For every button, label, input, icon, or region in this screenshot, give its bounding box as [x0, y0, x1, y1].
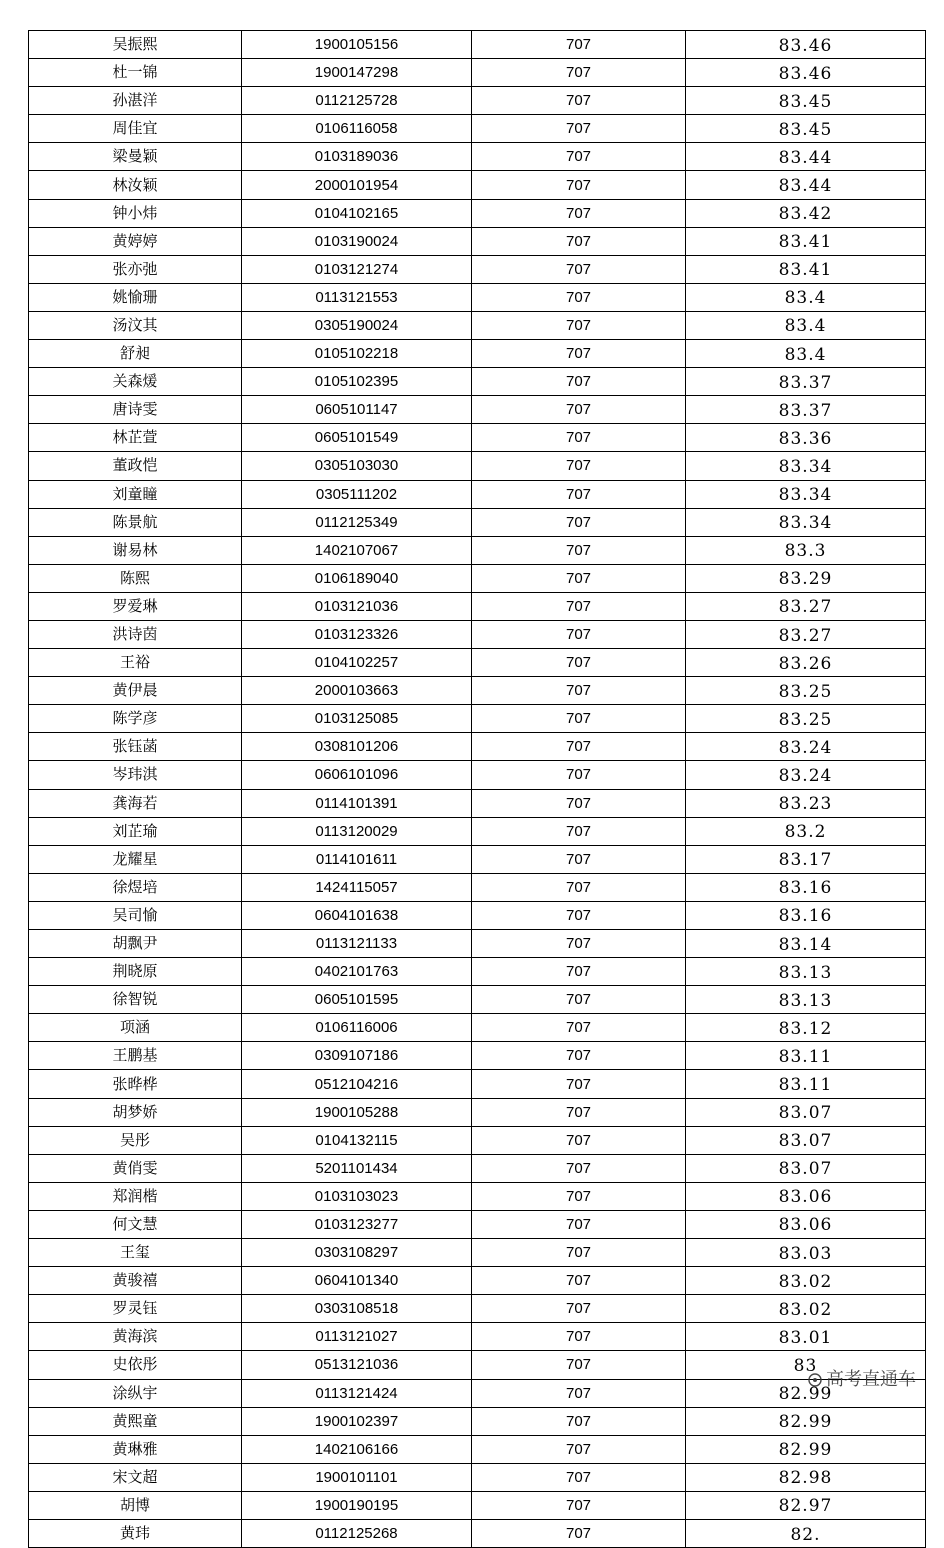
cell-score: 83.41	[686, 227, 926, 255]
cell-id: 0104102257	[242, 649, 472, 677]
table-row	[29, 845, 926, 873]
table-row	[29, 1295, 926, 1323]
cell-score: 83.29	[686, 564, 926, 592]
cell-code: 707	[472, 340, 686, 368]
cell-name: 黄骏禧	[29, 1267, 242, 1295]
cell-code: 707	[472, 1014, 686, 1042]
cell-name: 王玺	[29, 1239, 242, 1267]
cell-name: 罗爱琳	[29, 592, 242, 620]
cell-name: 荆晓原	[29, 958, 242, 986]
cell-id: 0309107186	[242, 1042, 472, 1070]
cell-score: 83.01	[686, 1323, 926, 1351]
table-row	[29, 368, 926, 396]
cell-name: 黄俏雯	[29, 1154, 242, 1182]
cell-name: 龙耀星	[29, 845, 242, 873]
table-row	[29, 424, 926, 452]
cell-score: 83.11	[686, 1042, 926, 1070]
cell-name: 张亦弛	[29, 255, 242, 283]
cell-score: 83.36	[686, 424, 926, 452]
cell-code: 707	[472, 480, 686, 508]
cell-score: 83.07	[686, 1154, 926, 1182]
cell-id: 0513121036	[242, 1351, 472, 1379]
cell-name: 黄玮	[29, 1519, 242, 1547]
cell-score: 83.25	[686, 677, 926, 705]
cell-id: 0305111202	[242, 480, 472, 508]
cell-name: 姚愉珊	[29, 283, 242, 311]
cell-code: 707	[472, 1323, 686, 1351]
cell-code: 707	[472, 649, 686, 677]
cell-name: 董政恺	[29, 452, 242, 480]
cell-id: 0606101096	[242, 761, 472, 789]
cell-code: 707	[472, 1070, 686, 1098]
cell-id: 0512104216	[242, 1070, 472, 1098]
cell-name: 洪诗茵	[29, 620, 242, 648]
cell-name: 梁曼颖	[29, 143, 242, 171]
cell-name: 林芷萱	[29, 424, 242, 452]
cell-id: 0113121424	[242, 1379, 472, 1407]
cell-code: 707	[472, 424, 686, 452]
cell-score: 83	[686, 1351, 926, 1379]
watermark-text: 高考直通车	[826, 1369, 916, 1390]
cell-score: 83.42	[686, 199, 926, 227]
cell-code: 707	[472, 930, 686, 958]
cell-code: 707	[472, 733, 686, 761]
cell-code: 707	[472, 171, 686, 199]
cell-id: 2000101954	[242, 171, 472, 199]
cell-code: 707	[472, 564, 686, 592]
table-row	[29, 59, 926, 87]
cell-id: 1424115057	[242, 873, 472, 901]
cell-score: 83.24	[686, 761, 926, 789]
cell-score: 83.27	[686, 592, 926, 620]
table-row	[29, 930, 926, 958]
cell-id: 0106116058	[242, 115, 472, 143]
cell-score: 83.41	[686, 255, 926, 283]
cell-code: 707	[472, 255, 686, 283]
cell-id: 0103103023	[242, 1182, 472, 1210]
cell-score: 82.	[686, 1519, 926, 1547]
cell-id: 0105102395	[242, 368, 472, 396]
table-row	[29, 901, 926, 929]
table-row	[29, 536, 926, 564]
cell-name: 项涵	[29, 1014, 242, 1042]
cell-name: 郑润楷	[29, 1182, 242, 1210]
cell-name: 陈熙	[29, 564, 242, 592]
table-row	[29, 620, 926, 648]
table-row	[29, 508, 926, 536]
cell-score: 82.98	[686, 1463, 926, 1491]
cell-name: 黄婷婷	[29, 227, 242, 255]
cell-score: 83.4	[686, 283, 926, 311]
cell-id: 0112125349	[242, 508, 472, 536]
cell-score: 83.12	[686, 1014, 926, 1042]
table-row	[29, 31, 926, 59]
cell-code: 707	[472, 1463, 686, 1491]
table-row	[29, 1267, 926, 1295]
cell-id: 0106116006	[242, 1014, 472, 1042]
cell-id: 0305190024	[242, 311, 472, 339]
table-row	[29, 115, 926, 143]
cell-code: 707	[472, 1295, 686, 1323]
cell-id: 0103123277	[242, 1210, 472, 1238]
table-row	[29, 1407, 926, 1435]
table-row	[29, 564, 926, 592]
cell-code: 707	[472, 1210, 686, 1238]
cell-score: 83.45	[686, 115, 926, 143]
cell-id: 0605101549	[242, 424, 472, 452]
cell-code: 707	[472, 452, 686, 480]
table-row	[29, 1519, 926, 1547]
cell-id: 5201101434	[242, 1154, 472, 1182]
cell-code: 707	[472, 1267, 686, 1295]
cell-score: 83.13	[686, 986, 926, 1014]
cell-id: 1900102397	[242, 1407, 472, 1435]
cell-score: 83.16	[686, 873, 926, 901]
cell-code: 707	[472, 1491, 686, 1519]
cell-score: 83.27	[686, 620, 926, 648]
cell-name: 何文慧	[29, 1210, 242, 1238]
table-row	[29, 986, 926, 1014]
cell-score: 83.46	[686, 31, 926, 59]
table-row	[29, 649, 926, 677]
cell-id: 0103123326	[242, 620, 472, 648]
table-row	[29, 1323, 926, 1351]
cell-id: 1900101101	[242, 1463, 472, 1491]
cell-score: 83.13	[686, 958, 926, 986]
cell-name: 黄伊晨	[29, 677, 242, 705]
cell-id: 0112125728	[242, 87, 472, 115]
cell-name: 龚海若	[29, 789, 242, 817]
cell-code: 707	[472, 901, 686, 929]
cell-code: 707	[472, 368, 686, 396]
cell-name: 关森煖	[29, 368, 242, 396]
cell-score: 83.25	[686, 705, 926, 733]
cell-score: 82.99	[686, 1379, 926, 1407]
cell-id: 0604101340	[242, 1267, 472, 1295]
cell-score: 83.17	[686, 845, 926, 873]
cell-name: 陈学彦	[29, 705, 242, 733]
cell-code: 707	[472, 620, 686, 648]
table-row	[29, 87, 926, 115]
cell-score: 83.34	[686, 508, 926, 536]
table-row	[29, 199, 926, 227]
cell-code: 707	[472, 817, 686, 845]
cell-name: 岑玮淇	[29, 761, 242, 789]
cell-code: 707	[472, 31, 686, 59]
cell-score: 82.99	[686, 1407, 926, 1435]
cell-name: 周佳宜	[29, 115, 242, 143]
cell-score: 83.26	[686, 649, 926, 677]
cell-id: 1900147298	[242, 59, 472, 87]
cell-id: 0113121553	[242, 283, 472, 311]
cell-id: 0305103030	[242, 452, 472, 480]
cell-name: 黄海滨	[29, 1323, 242, 1351]
table-row	[29, 143, 926, 171]
cell-score: 83.06	[686, 1182, 926, 1210]
cell-name: 舒昶	[29, 340, 242, 368]
cell-name: 徐煜培	[29, 873, 242, 901]
cell-code: 707	[472, 311, 686, 339]
cell-name: 谢易林	[29, 536, 242, 564]
cell-code: 707	[472, 1435, 686, 1463]
cell-name: 王裕	[29, 649, 242, 677]
cell-name: 唐诗雯	[29, 396, 242, 424]
cell-name: 张晔桦	[29, 1070, 242, 1098]
cell-score: 82.99	[686, 1435, 926, 1463]
cell-name: 吴司愉	[29, 901, 242, 929]
cell-score: 83.3	[686, 536, 926, 564]
score-table-body	[29, 31, 926, 1548]
cell-code: 707	[472, 227, 686, 255]
table-row	[29, 227, 926, 255]
table-row	[29, 1239, 926, 1267]
cell-name: 胡飘尹	[29, 930, 242, 958]
cell-code: 707	[472, 1182, 686, 1210]
cell-name: 黄琳雅	[29, 1435, 242, 1463]
cell-score: 83.03	[686, 1239, 926, 1267]
table-row	[29, 171, 926, 199]
cell-score: 82.97	[686, 1491, 926, 1519]
cell-name: 张钰菡	[29, 733, 242, 761]
cell-id: 0103190024	[242, 227, 472, 255]
cell-name: 胡梦娇	[29, 1098, 242, 1126]
cell-code: 707	[472, 958, 686, 986]
table-row	[29, 255, 926, 283]
cell-id: 1402107067	[242, 536, 472, 564]
cell-name: 罗灵钰	[29, 1295, 242, 1323]
cell-id: 0308101206	[242, 733, 472, 761]
cell-score: 83.4	[686, 340, 926, 368]
cell-score: 83.07	[686, 1126, 926, 1154]
cell-id: 0605101147	[242, 396, 472, 424]
cell-id: 0106189040	[242, 564, 472, 592]
table-row	[29, 1210, 926, 1238]
cell-id: 0402101763	[242, 958, 472, 986]
cell-score: 83.44	[686, 143, 926, 171]
cell-code: 707	[472, 1351, 686, 1379]
cell-code: 707	[472, 789, 686, 817]
table-row	[29, 789, 926, 817]
table-row	[29, 1126, 926, 1154]
cell-score: 83.11	[686, 1070, 926, 1098]
logo-icon	[808, 1371, 822, 1385]
cell-score: 83.4	[686, 311, 926, 339]
table-row	[29, 1463, 926, 1491]
cell-code: 707	[472, 1407, 686, 1435]
cell-name: 林汝颖	[29, 171, 242, 199]
cell-code: 707	[472, 143, 686, 171]
table-row	[29, 817, 926, 845]
table-row	[29, 1182, 926, 1210]
cell-id: 0103121274	[242, 255, 472, 283]
cell-id: 0303108518	[242, 1295, 472, 1323]
cell-code: 707	[472, 592, 686, 620]
cell-score: 83.07	[686, 1098, 926, 1126]
cell-code: 707	[472, 761, 686, 789]
cell-code: 707	[472, 87, 686, 115]
cell-id: 0113121133	[242, 930, 472, 958]
cell-code: 707	[472, 199, 686, 227]
cell-id: 0114101611	[242, 845, 472, 873]
cell-code: 707	[472, 1098, 686, 1126]
table-row	[29, 283, 926, 311]
cell-score: 83.02	[686, 1295, 926, 1323]
cell-score: 83.37	[686, 368, 926, 396]
cell-score: 83.44	[686, 171, 926, 199]
table-row	[29, 1379, 926, 1407]
cell-code: 707	[472, 396, 686, 424]
cell-name: 黄熙童	[29, 1407, 242, 1435]
table-row	[29, 761, 926, 789]
table-row	[29, 1491, 926, 1519]
cell-id: 0114101391	[242, 789, 472, 817]
cell-code: 707	[472, 283, 686, 311]
table-row	[29, 958, 926, 986]
cell-id: 1900105156	[242, 31, 472, 59]
table-row	[29, 592, 926, 620]
cell-name: 陈景航	[29, 508, 242, 536]
cell-code: 707	[472, 986, 686, 1014]
cell-name: 宋文超	[29, 1463, 242, 1491]
table-row	[29, 1098, 926, 1126]
cell-id: 0103125085	[242, 705, 472, 733]
cell-code: 707	[472, 1379, 686, 1407]
cell-code: 707	[472, 1239, 686, 1267]
cell-code: 707	[472, 508, 686, 536]
table-row	[29, 480, 926, 508]
table-row	[29, 1014, 926, 1042]
cell-score: 83.06	[686, 1210, 926, 1238]
cell-name: 孙湛洋	[29, 87, 242, 115]
cell-name: 胡博	[29, 1491, 242, 1519]
cell-code: 707	[472, 1519, 686, 1547]
table-row	[29, 733, 926, 761]
cell-code: 707	[472, 845, 686, 873]
cell-score: 83.46	[686, 59, 926, 87]
table-row	[29, 1435, 926, 1463]
cell-name: 史依彤	[29, 1351, 242, 1379]
cell-code: 707	[472, 536, 686, 564]
cell-id: 0604101638	[242, 901, 472, 929]
cell-id: 1900105288	[242, 1098, 472, 1126]
table-row	[29, 677, 926, 705]
cell-id: 0103121036	[242, 592, 472, 620]
table-row	[29, 396, 926, 424]
cell-id: 0113120029	[242, 817, 472, 845]
table-row	[29, 1351, 926, 1379]
cell-score: 83.45	[686, 87, 926, 115]
cell-code: 707	[472, 705, 686, 733]
cell-score: 83.14	[686, 930, 926, 958]
cell-id: 0103189036	[242, 143, 472, 171]
table-row	[29, 1070, 926, 1098]
table-row	[29, 705, 926, 733]
cell-score: 83.02	[686, 1267, 926, 1295]
cell-score: 83.23	[686, 789, 926, 817]
cell-name: 刘童瞳	[29, 480, 242, 508]
cell-code: 707	[472, 677, 686, 705]
table-row	[29, 1042, 926, 1070]
cell-score: 83.37	[686, 396, 926, 424]
cell-id: 2000103663	[242, 677, 472, 705]
table-row	[29, 1154, 926, 1182]
table-row	[29, 311, 926, 339]
cell-name: 吴彤	[29, 1126, 242, 1154]
cell-id: 0104132115	[242, 1126, 472, 1154]
cell-code: 707	[472, 873, 686, 901]
cell-id: 0605101595	[242, 986, 472, 1014]
cell-id: 0104102165	[242, 199, 472, 227]
score-table	[28, 30, 926, 1548]
cell-id: 0303108297	[242, 1239, 472, 1267]
cell-score: 83.16	[686, 901, 926, 929]
cell-name: 王鹏基	[29, 1042, 242, 1070]
cell-score: 83.34	[686, 480, 926, 508]
cell-id: 0105102218	[242, 340, 472, 368]
cell-code: 707	[472, 115, 686, 143]
cell-name: 徐智锐	[29, 986, 242, 1014]
table-row	[29, 873, 926, 901]
cell-code: 707	[472, 1126, 686, 1154]
cell-code: 707	[472, 1042, 686, 1070]
cell-name: 吴振熙	[29, 31, 242, 59]
table-row	[29, 452, 926, 480]
cell-score: 83.24	[686, 733, 926, 761]
cell-score: 83.34	[686, 452, 926, 480]
cell-id: 1900190195	[242, 1491, 472, 1519]
cell-name: 钟小炜	[29, 199, 242, 227]
table-row	[29, 340, 926, 368]
cell-code: 707	[472, 59, 686, 87]
cell-name: 汤汶其	[29, 311, 242, 339]
cell-score: 83.2	[686, 817, 926, 845]
watermark	[808, 1365, 916, 1391]
cell-id: 0112125268	[242, 1519, 472, 1547]
cell-name: 刘芷瑜	[29, 817, 242, 845]
cell-id: 1402106166	[242, 1435, 472, 1463]
cell-name: 涂纵宇	[29, 1379, 242, 1407]
cell-code: 707	[472, 1154, 686, 1182]
cell-id: 0113121027	[242, 1323, 472, 1351]
cell-name: 杜一锦	[29, 59, 242, 87]
